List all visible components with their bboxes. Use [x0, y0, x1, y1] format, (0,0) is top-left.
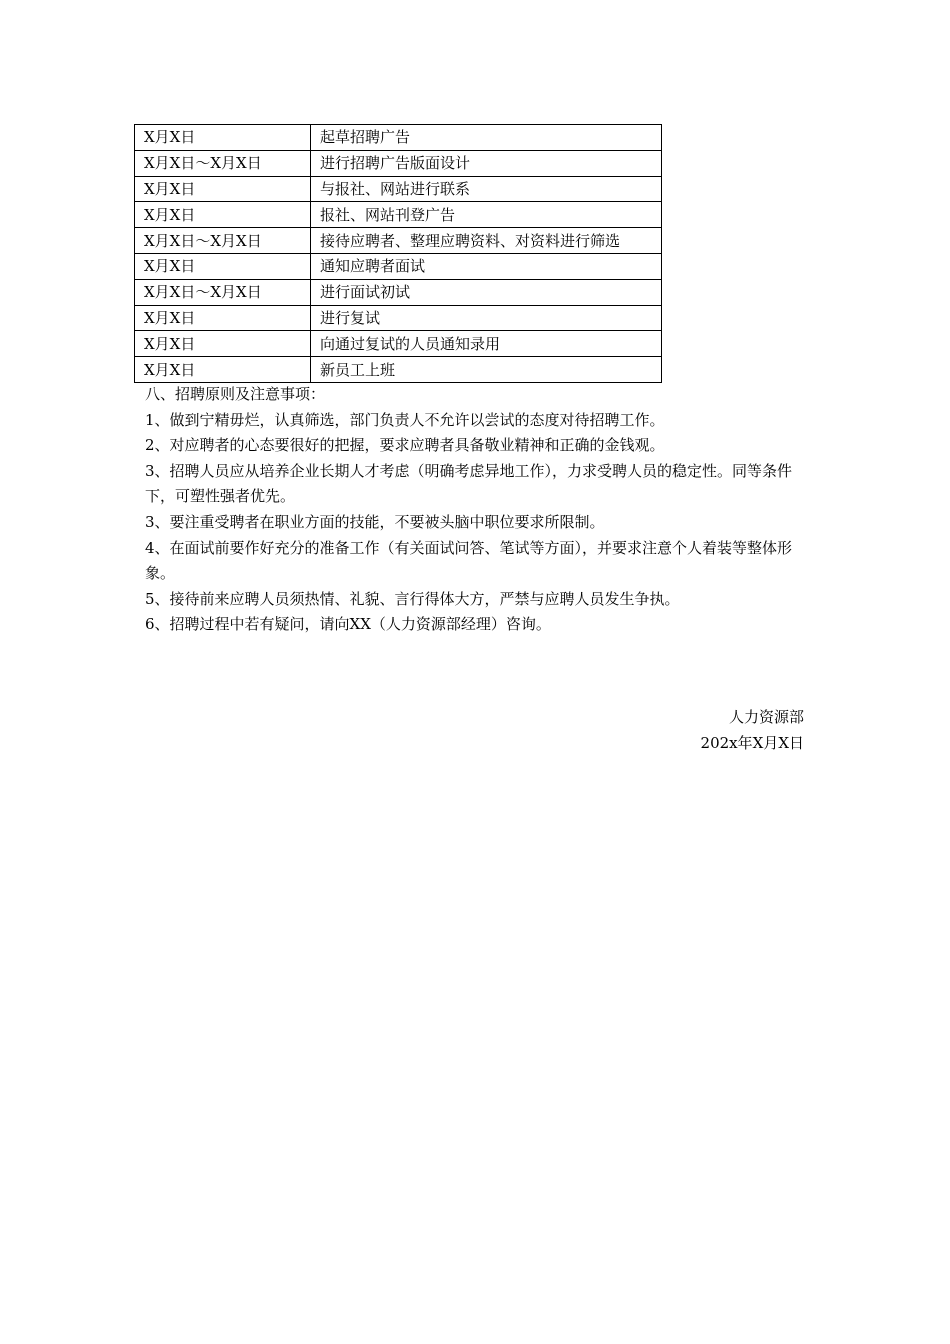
- schedule-date-cell: X月X日: [135, 331, 311, 357]
- principle-item: 2、对应聘者的心态要很好的把握，要求应聘者具备敬业精神和正确的金钱观。: [145, 436, 665, 455]
- principle-item: 3、招聘人员应从培养企业长期人才考虑（明确考虑异地工作），力求受聘人员的稳定性。同等条件下，可塑性强者优先。: [145, 461, 793, 506]
- schedule-date-cell: X月X日～X月X日: [135, 228, 311, 254]
- schedule-task-cell: 新员工上班: [311, 357, 662, 383]
- schedule-task-cell: 与报社、网站进行联系: [311, 176, 662, 202]
- table-row: [135, 331, 662, 357]
- schedule-date-cell: X月X日: [135, 253, 311, 279]
- schedule-task-cell: 进行面试初试: [311, 279, 662, 305]
- schedule-task-cell: 接待应聘者、整理应聘资料、对资料进行筛选: [311, 228, 662, 254]
- recruitment-principles-section: [145, 382, 809, 638]
- table-row: [135, 150, 662, 176]
- signature-department: 人力资源部: [728, 708, 804, 726]
- schedule-task-cell: 进行复试: [311, 305, 662, 331]
- schedule-date-cell: X月X日～X月X日: [135, 279, 311, 305]
- principle-item: 4、在面试前要作好充分的准备工作（有关面试问答、笔试等方面），并要求注意个人着装等整体形象。: [145, 538, 793, 583]
- schedule-task-cell: 进行招聘广告版面设计: [311, 150, 662, 176]
- signature-date: 202x年X月X日: [700, 733, 804, 752]
- signature-block: [701, 705, 804, 756]
- schedule-date-cell: X月X日: [135, 305, 311, 331]
- table-row: [135, 305, 662, 331]
- schedule-task-cell: 向通过复试的人员通知录用: [311, 331, 662, 357]
- section-heading: 八、招聘原则及注意事项：: [145, 385, 326, 403]
- recruitment-schedule-table: [134, 124, 662, 383]
- schedule-task-cell: 通知应聘者面试: [311, 253, 662, 279]
- principle-item: 5、接待前来应聘人员须热情、礼貌、言行得体大方，严禁与应聘人员发生争执。: [145, 589, 680, 608]
- schedule-date-cell: X月X日: [135, 125, 311, 151]
- principle-item: 6、招聘过程中若有疑问，请向XX（人力资源部经理）咨询。: [145, 615, 551, 634]
- table-row: [135, 357, 662, 383]
- table-row: [135, 253, 662, 279]
- schedule-date-cell: X月X日～X月X日: [135, 150, 311, 176]
- schedule-date-cell: X月X日: [135, 202, 311, 228]
- principle-item: 3、要注重受聘者在职业方面的技能，不要被头脑中职位要求所限制。: [145, 512, 605, 531]
- table-row: [135, 176, 662, 202]
- table-row: [135, 125, 662, 151]
- table-row: [135, 228, 662, 254]
- table-row: [135, 279, 662, 305]
- principle-item: 1、做到宁精毋烂，认真筛选，部门负责人不允许以尝试的态度对待招聘工作。: [145, 410, 665, 429]
- schedule-date-cell: X月X日: [135, 357, 311, 383]
- schedule-task-cell: 起草招聘广告: [311, 125, 662, 151]
- table-row: [135, 202, 662, 228]
- schedule-date-cell: X月X日: [135, 176, 311, 202]
- schedule-task-cell: 报社、网站刊登广告: [311, 202, 662, 228]
